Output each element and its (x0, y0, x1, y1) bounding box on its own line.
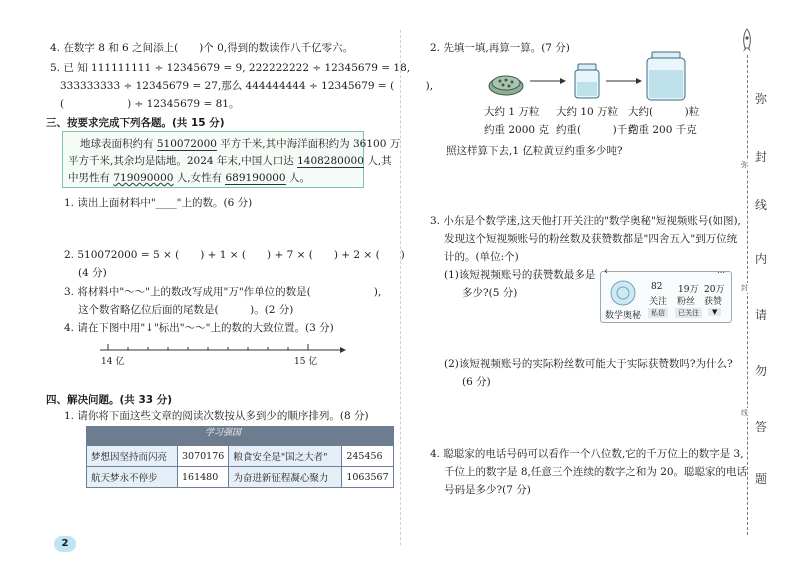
subquestion-2-line2: (4 分) (78, 267, 107, 279)
problem-1: 1. 请你将下面这些文章的阅读次数按从多到少的顺序排列。(8 分) (64, 410, 369, 422)
seal-small-char: 弥 (741, 161, 748, 169)
seal-char: 内 (755, 252, 768, 266)
column-divider (400, 30, 401, 545)
seal-line (747, 55, 748, 535)
question-4-line3: 号码是多少?(7 分) (444, 484, 531, 496)
stat-follow-label: 关注 (649, 297, 668, 307)
question-3-part2: (2)该短视频账号的实际粉丝数可能大于实际获赞数吗?为什么? (444, 358, 733, 370)
subquestion-3-line2: 这个数省略亿位后面的尾数是( )。(2 分) (78, 304, 294, 316)
number-female: 689190000 (225, 172, 286, 184)
message-button: 私信 (648, 308, 668, 318)
seal-char: 线 (755, 198, 768, 212)
more-icon: … (717, 266, 725, 275)
page-number: 2 (54, 536, 76, 552)
table-row: 航天梦永不停步 161480 为奋进新征程凝心聚力 1063567 (87, 467, 394, 488)
caption-3-count: 大约( )粒 (628, 106, 700, 118)
stat-follow-value: 82 (651, 282, 663, 292)
question-fill-5-line3: ( ) ÷ 12345679 = 81。 (60, 98, 240, 110)
question-3-line3: 计的。(单位:个) (444, 251, 519, 263)
stat-likes-label: 获赞 (704, 297, 723, 307)
dropdown-icon: ▼ (708, 308, 721, 316)
question-3-part2-score: (6 分) (462, 376, 491, 388)
question-3-line1: 3. 小东是个数学迷,这天他打开关注的"数学奥秘"短视频账号(如图), (430, 215, 741, 227)
section-4-heading: 四、解决问题。(共 33 分) (46, 394, 173, 406)
subquestion-3-line1: 3. 将材料中"～～"上的数改写成用"万"作单位的数是( ), (64, 286, 382, 298)
number-male: 719090000 (113, 172, 174, 184)
material-line2: 平方千米,其余均是陆地。2024 年末,中国人口达 1408280000 人,其 (68, 155, 392, 167)
seal-small-char: 线 (741, 409, 748, 417)
bean-pile-icon (486, 66, 526, 96)
question-fill-4: 4. 在数字 8 和 6 之间添上( )个 0,得到的数读作八千亿零六。 (50, 42, 354, 54)
followed-button: 已关注 (675, 308, 702, 318)
question-3-part1-a: (1)该短视频账号的获赞数最多是 (444, 269, 596, 281)
question-4-line2: 千位上的数字是 8,任意三个连续的数字之和为 20。聪聪家的电话 (444, 466, 748, 478)
axis-label-14yi: 14 亿 (101, 357, 125, 367)
stat-fans-label: 粉丝 (677, 297, 696, 307)
caption-2-weight: 约重( )千克 (556, 124, 638, 136)
seal-char: 题 (755, 472, 768, 486)
subquestion-4: 4. 请在下图中用"↓"标出"～～"上的数的大致位置。(3 分) (64, 322, 334, 334)
table-header-logo: 学习强国 (86, 426, 360, 440)
account-name: 数学奥秘 (605, 311, 642, 321)
bean-tank-icon (644, 50, 688, 102)
rocket-icon (740, 28, 754, 54)
question-2: 2. 先填一填,再算一算。(7 分) (430, 42, 570, 54)
table-row: 梦想因坚持而闪亮 3070176 粮食安全是"国之大者" 245456 (87, 446, 394, 467)
seal-char: 勿 (755, 364, 768, 378)
question-2-ask: 照这样算下去,1 亿粒黄豆约重多少吨? (446, 145, 623, 157)
caption-1-count: 大约 1 万粒 (484, 106, 540, 118)
subquestion-1: 1. 读出上面材料中"____"上的数。(6 分) (64, 197, 253, 209)
question-3-line2: 发现这个短视频账号的粉丝数及获赞数都是"四舍五入"到万位统 (444, 233, 738, 245)
seal-char: 请 (755, 308, 768, 322)
back-icon: ‹ (604, 266, 608, 277)
avatar (610, 280, 636, 306)
axis-label-15yi: 15 亿 (294, 357, 318, 367)
seal-char: 弥 (755, 92, 768, 106)
seal-char: 封 (755, 150, 768, 164)
subquestion-2-line1: 2. 510072000 = 5 × ( ) + 1 × ( ) + 7 × ( ) + 2 × ( ) (64, 249, 405, 261)
caption-1-weight: 约重 2000 克 (484, 124, 549, 136)
arrow-icon (530, 76, 566, 86)
material-line1: 地球表面积约有 510072000 平方千米,其中海洋面积约为 36100 万 (80, 138, 401, 150)
number-earth-area: 510072000 (156, 138, 217, 150)
caption-2-count: 大约 10 万粒 (556, 106, 619, 118)
stat-fans-value: 19万 (678, 285, 699, 295)
section-3-heading: 三、按要求完成下列各题。(共 15 分) (46, 117, 225, 129)
number-population: 1408280000 (297, 155, 364, 167)
arrow-icon (606, 76, 642, 86)
stat-likes-value: 20万 (704, 285, 725, 295)
question-4-line1: 4. 聪聪家的电话号码可以看作一个八位数,它的千万位上的数字是 3, (430, 448, 744, 460)
seal-char: 答 (755, 420, 768, 434)
question-3-part1-b: 多少?(5 分) (462, 287, 518, 299)
caption-3-weight: 约重 200 千克 (628, 124, 697, 136)
seal-small-char: 封 (741, 284, 748, 292)
material-line3: 中男性有 719090000 人,女性有 689190000 人。 (68, 172, 310, 184)
question-fill-5-line1: 5. 已 知 111111111 ÷ 12345679 = 9, 222222222 ÷ 12345679 = 18, (50, 62, 411, 74)
question-fill-5-line2: 333333333 ÷ 12345679 = 27,那么 444444444 ÷ 12345679 = ( ), (60, 80, 434, 92)
bean-jar-icon (572, 62, 602, 100)
